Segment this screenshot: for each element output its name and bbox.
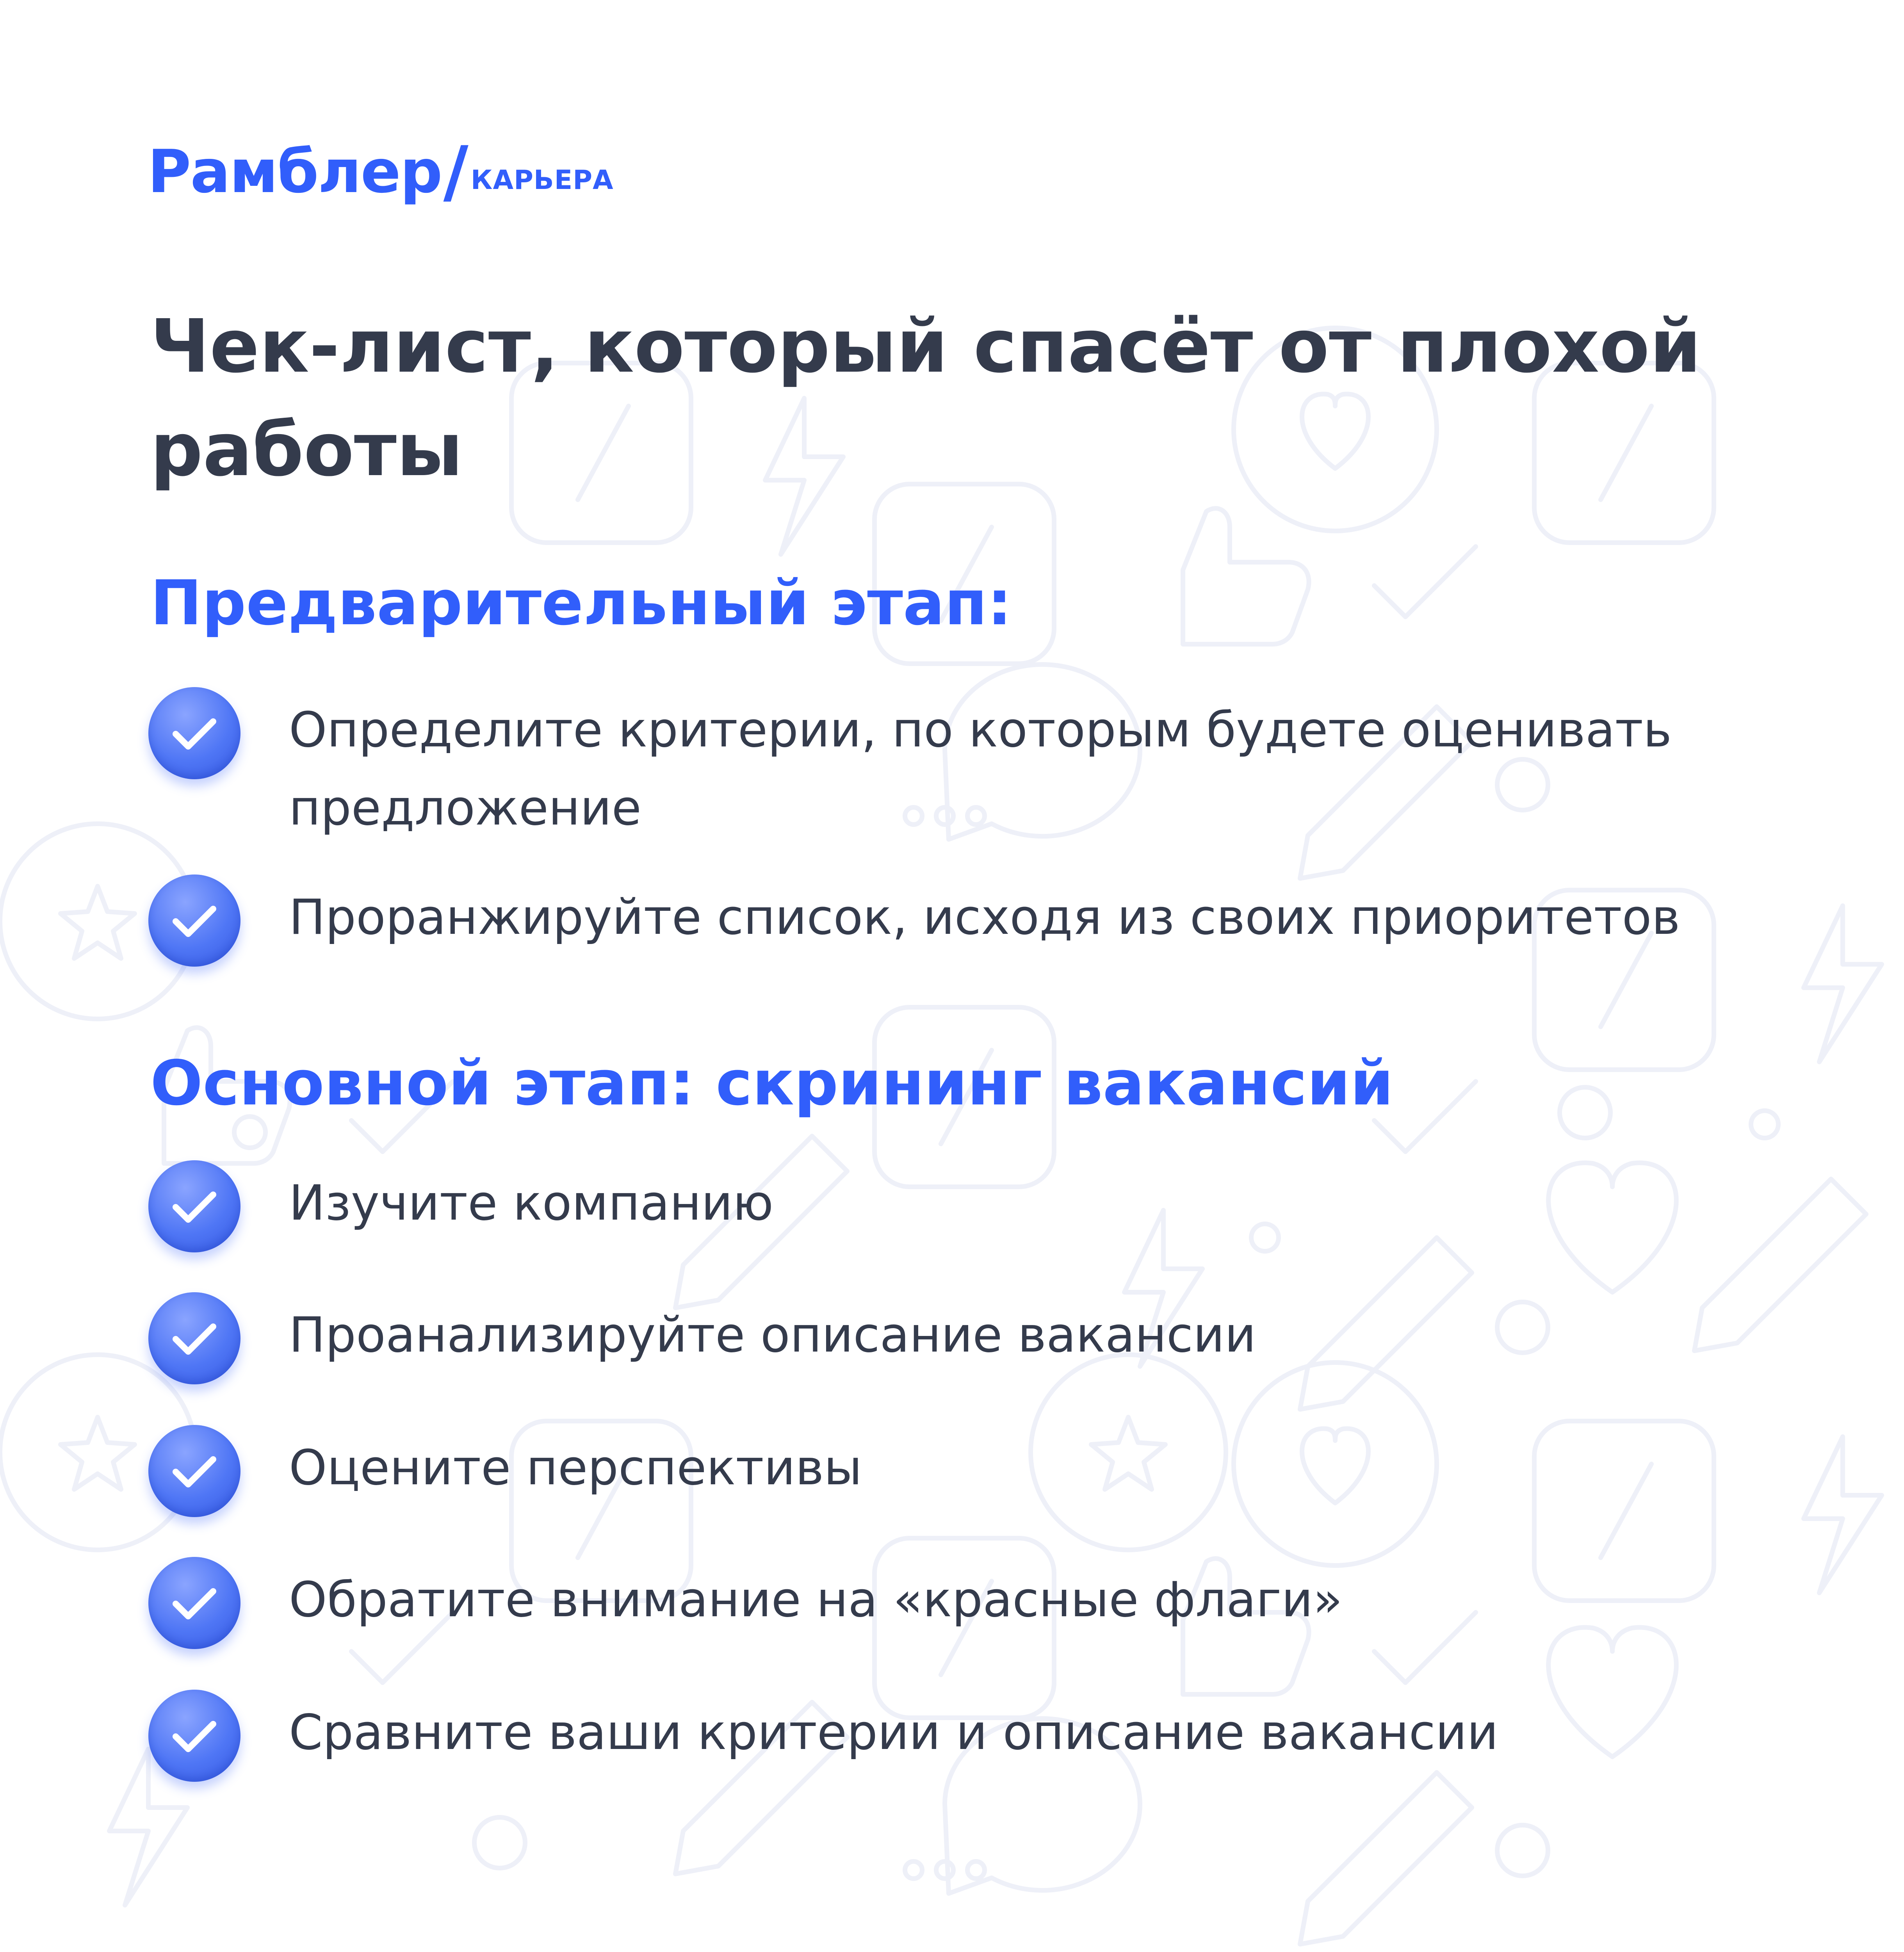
- list-item-text: Изучите компанию: [289, 1175, 774, 1231]
- brand-sub: КАРЬЕРА: [470, 165, 614, 196]
- brand-name: Рамблер: [148, 137, 442, 206]
- section-title-preliminary: Предварительный этап:: [150, 567, 1012, 639]
- checkmark-circle-icon: [148, 1160, 240, 1252]
- list-item-text: Проанализируйте описание вакансии: [289, 1307, 1256, 1363]
- list-item-text: Проранжируйте список, исходя из своих приоритетов: [289, 889, 1680, 946]
- list-item-text: Обратите внимание на «красные флаги»: [289, 1572, 1343, 1628]
- brand-logo[interactable]: [148, 132, 614, 212]
- list-item-text: Сравните ваши критерии и описание вакансии: [289, 1704, 1498, 1761]
- checkmark-circle-icon: [148, 687, 240, 779]
- page-title: Чек-лист, который спасёт от плохой работы: [150, 304, 1701, 493]
- list-item-text: Оцените перспективы: [289, 1440, 862, 1496]
- brand-slash: /: [443, 132, 468, 212]
- checkmark-circle-icon: [148, 874, 240, 967]
- list-item-text: Определите критерии, по которым будете оценивать предложение: [289, 702, 1672, 836]
- checkmark-circle-icon: [148, 1425, 240, 1517]
- section-title-main: Основной этап: скрининг вакансий: [150, 1047, 1394, 1119]
- checkmark-circle-icon: [148, 1690, 240, 1782]
- checkmark-circle-icon: [148, 1557, 240, 1649]
- checkmark-circle-icon: [148, 1292, 240, 1384]
